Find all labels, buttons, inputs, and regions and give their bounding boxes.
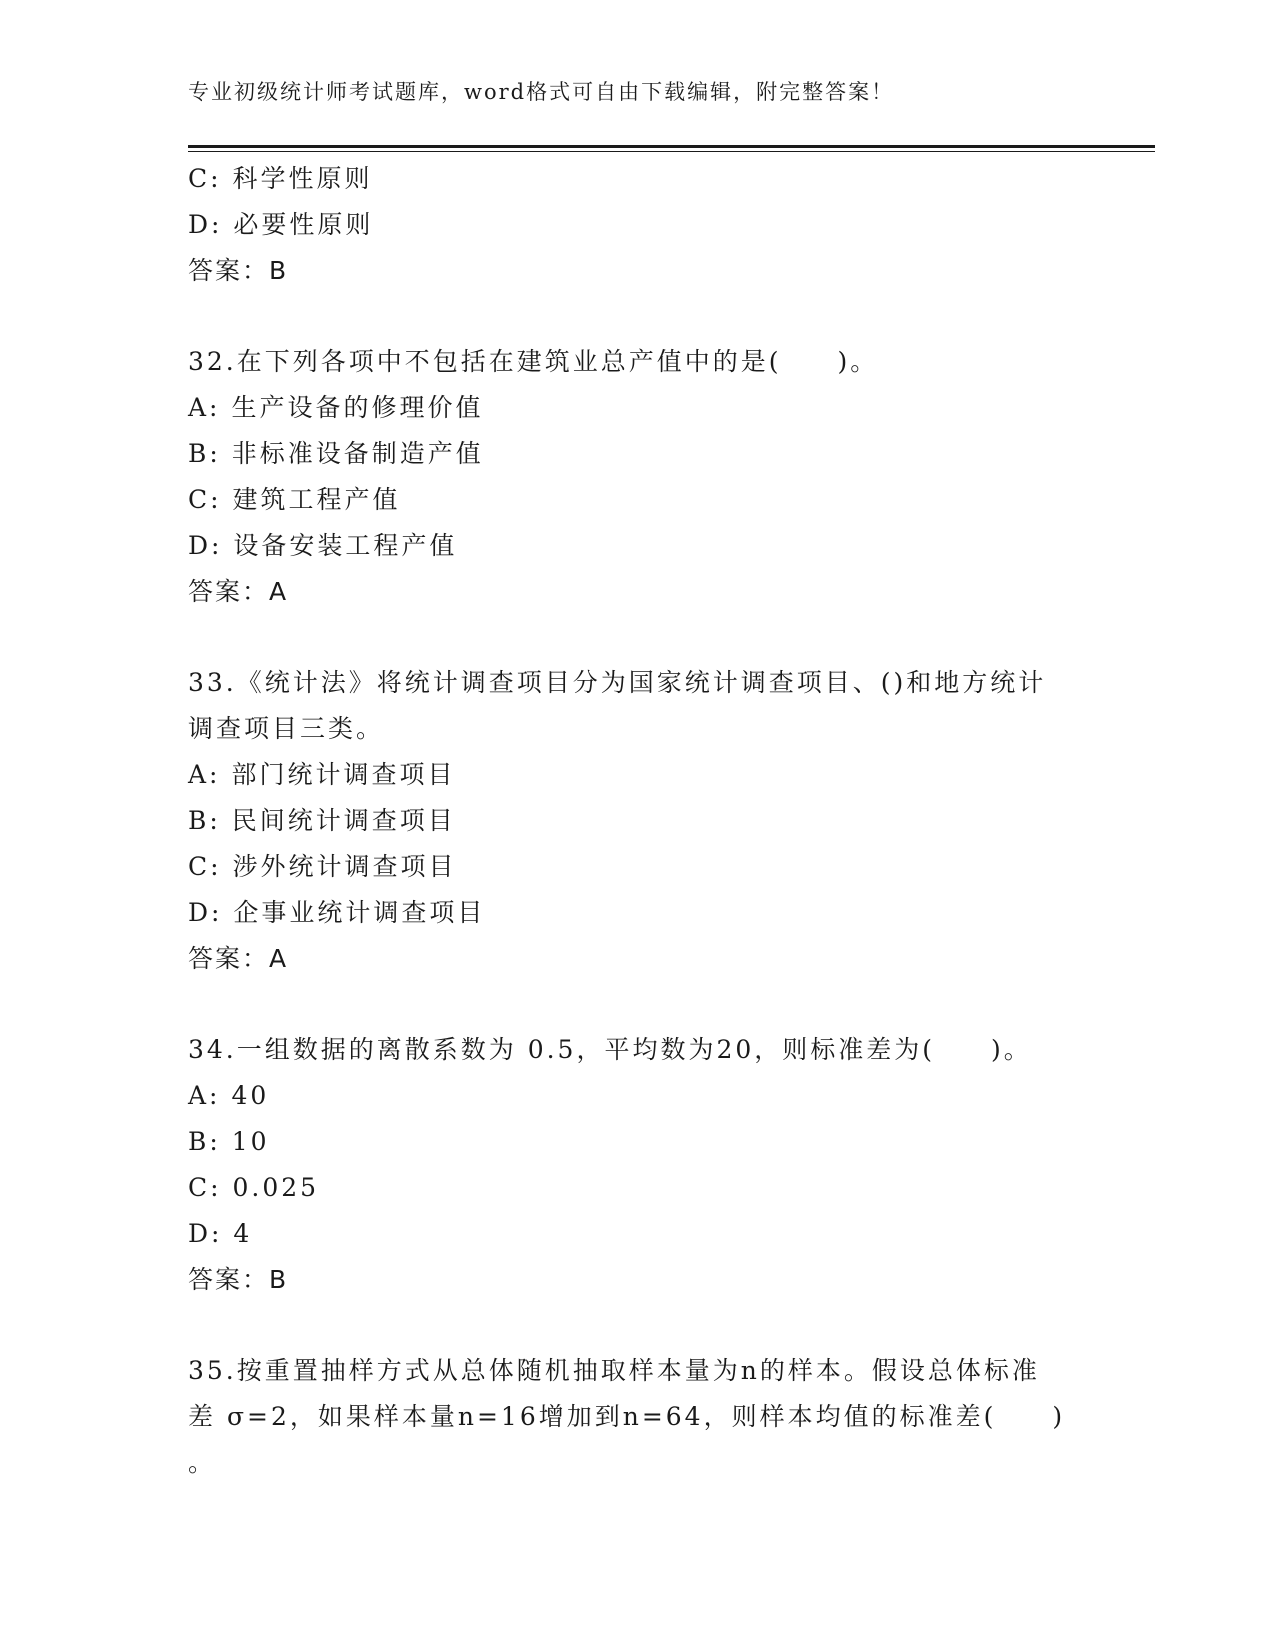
- option-c: C: 0.025: [188, 1173, 320, 1202]
- question-33: [188, 660, 1088, 982]
- option-b: B: 非标准设备制造产值: [188, 439, 484, 468]
- answer: 答案：A: [188, 944, 289, 973]
- answer: 答案：B: [188, 256, 289, 285]
- header-rule-thick: [188, 145, 1155, 148]
- question-stem-line1: 35.按重置抽样方式从总体随机抽取样本量为n的样本。假设总体标准: [188, 1356, 1040, 1385]
- question-stem: 34.一组数据的离散系数为 0.5，平均数为20，则标准差为( )。: [188, 1035, 1032, 1064]
- question-34: [188, 1027, 1088, 1303]
- question-32: [188, 339, 1088, 615]
- prev-question: [188, 156, 1088, 294]
- question-35: [188, 1348, 1088, 1486]
- option-d: D: 设备安装工程产值: [188, 531, 458, 560]
- header-rule-thin: [188, 151, 1155, 152]
- question-stem-line1: 33.《统计法》将统计调查项目分为国家统计调查项目、()和地方统计: [188, 668, 1047, 697]
- page-header: 专业初级统计师考试题库，word格式可自由下载编辑，附完整答案！: [188, 80, 895, 104]
- option-a: A: 40: [188, 1081, 270, 1110]
- option-a: A: 生产设备的修理价值: [188, 393, 484, 422]
- option-c: C: 科学性原则: [188, 164, 373, 193]
- answer: 答案：B: [188, 1265, 289, 1294]
- answer: 答案：A: [188, 577, 289, 606]
- question-stem-line3: 。: [188, 1448, 217, 1477]
- option-d: D: 4: [188, 1219, 253, 1248]
- question-stem-line2: 差 σ=2，如果样本量n=16增加到n=64，则样本均值的标准差( ): [188, 1402, 1066, 1431]
- option-c: C: 涉外统计调查项目: [188, 852, 457, 881]
- option-a: A: 部门统计调查项目: [188, 760, 456, 789]
- option-d: D: 必要性原则: [188, 210, 374, 239]
- option-c: C: 建筑工程产值: [188, 485, 401, 514]
- option-b: B: 民间统计调查项目: [188, 806, 456, 835]
- document-body: [188, 156, 1088, 1486]
- question-stem-line2: 调查项目三类。: [188, 714, 385, 743]
- option-d: D: 企事业统计调查项目: [188, 898, 486, 927]
- question-stem: 32.在下列各项中不包括在建筑业总产值中的是( )。: [188, 347, 879, 376]
- option-b: B: 10: [188, 1127, 270, 1156]
